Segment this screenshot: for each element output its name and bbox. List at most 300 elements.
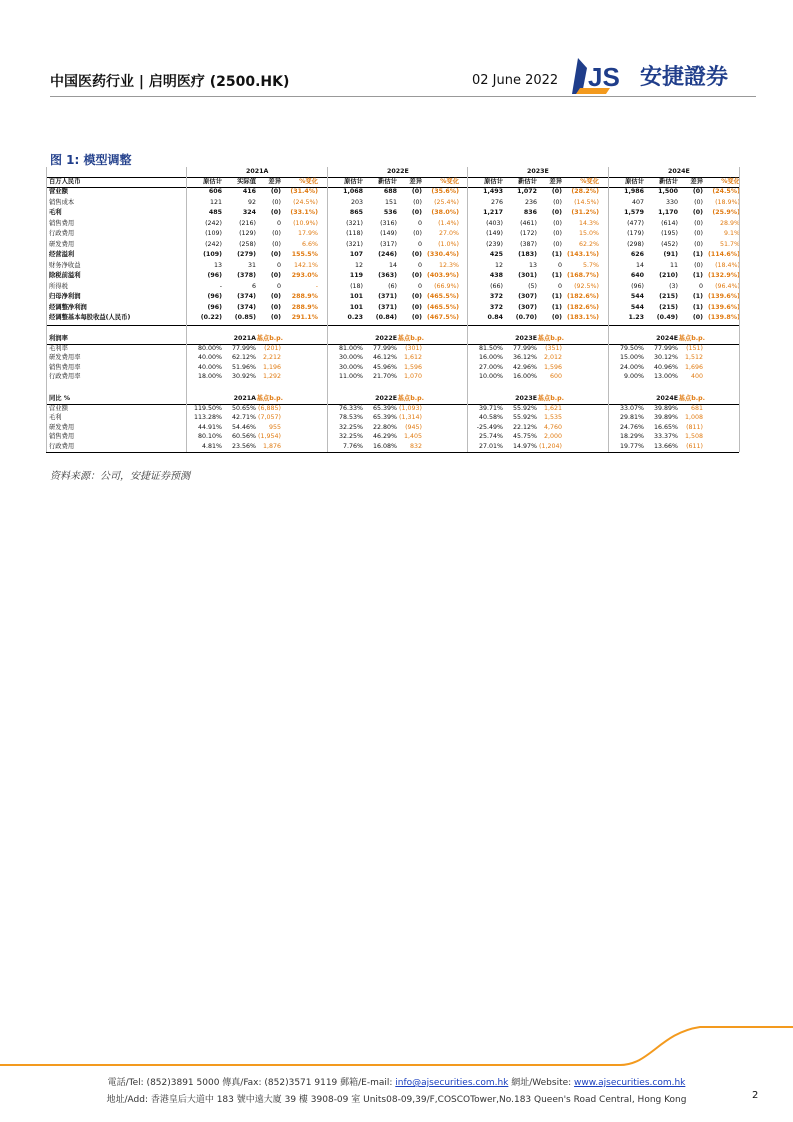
- cell-value: (0): [411, 272, 422, 279]
- cell-value: 6: [251, 282, 256, 290]
- cell-value: (28.2%): [571, 188, 599, 195]
- cell-value: 30.12%: [653, 354, 678, 361]
- cell-value: (1): [551, 293, 562, 300]
- cell-value: 107: [349, 251, 363, 258]
- cell-value: 288.9%: [291, 293, 318, 300]
- cell-value: (0): [411, 251, 422, 258]
- cell-value: (0): [272, 198, 281, 206]
- cell-value: 0: [276, 261, 281, 269]
- cell-value: 1,508: [684, 433, 703, 440]
- bp-header: 基点b.p.: [397, 394, 424, 402]
- cell-value: (1,314): [399, 414, 422, 421]
- cell-value: (139.6%): [708, 293, 740, 300]
- yoy-section-header: [46, 394, 739, 404]
- cell-value: 955: [268, 423, 281, 431]
- cell-value: (1): [692, 303, 703, 311]
- year-label: 2023E: [515, 394, 537, 402]
- cell-value: (210): [659, 272, 678, 279]
- cell-value: 28.9%: [719, 219, 740, 227]
- cell-value: 155.5%: [291, 251, 318, 258]
- cell-value: 236: [524, 198, 537, 206]
- cell-value: (0): [270, 293, 281, 300]
- cell-value: 92: [247, 198, 256, 206]
- cell-value: 1,493: [483, 188, 503, 195]
- cell-value: 1.23: [628, 314, 644, 321]
- cell-value: (31.4%): [290, 188, 318, 195]
- cell-value: 142.1%: [293, 261, 318, 269]
- table-row: [46, 219, 739, 229]
- column-header: 差异: [549, 178, 562, 185]
- column-header: 新估计: [659, 178, 678, 185]
- cell-value: 36.12%: [512, 354, 537, 361]
- cell-value: 9.1%: [724, 230, 740, 237]
- cell-value: 0: [698, 282, 703, 290]
- cell-value: (351): [545, 344, 562, 352]
- cell-value: (96.4%): [715, 282, 740, 290]
- cell-value: 1,170: [658, 209, 678, 216]
- cell-value: (1): [692, 293, 703, 300]
- cell-value: (461): [520, 219, 537, 227]
- cell-value: 51.7%: [719, 240, 740, 248]
- column-header: 新估计: [518, 178, 537, 185]
- cell-value: (321): [346, 240, 363, 248]
- block-separator: [739, 167, 740, 452]
- cell-value: 1,512: [684, 354, 703, 361]
- report-header-title: 中国医药行业 | 启明医疗 (2500.HK): [50, 74, 290, 90]
- section-label: 利润率: [49, 334, 68, 342]
- cell-value: 151: [384, 198, 397, 206]
- cell-value: (811): [686, 423, 703, 431]
- table-row: [46, 372, 739, 382]
- column-header: 原估计: [344, 178, 363, 185]
- column-header: %变化: [580, 178, 599, 185]
- cell-value: 80.00%: [197, 344, 222, 352]
- row-label: 研发费用: [49, 240, 75, 248]
- cell-value: 14: [635, 261, 644, 269]
- cell-value: 640: [630, 272, 644, 279]
- cell-value: 5.7%: [583, 261, 599, 269]
- cell-value: 425: [489, 251, 503, 258]
- cell-value: (1,093): [399, 404, 422, 412]
- cell-value: 62.12%: [231, 354, 256, 361]
- cell-value: (183): [518, 251, 537, 258]
- cell-value: 24.00%: [619, 363, 644, 371]
- bp-header: 基点b.p.: [256, 394, 283, 402]
- table-row: [46, 423, 739, 433]
- cell-value: 65.39%: [372, 414, 397, 421]
- cell-value: (374): [237, 293, 256, 300]
- cell-value: 203: [350, 198, 363, 206]
- cell-value: (403): [486, 219, 503, 227]
- cell-value: -25.49%: [476, 423, 503, 431]
- block-separator: [467, 167, 468, 452]
- cell-value: 39.89%: [653, 404, 678, 412]
- cell-value: (38.0%): [431, 209, 459, 216]
- cell-value: 77.99%: [512, 344, 537, 352]
- cell-value: (0.22): [200, 314, 222, 321]
- cell-value: (371): [378, 303, 397, 311]
- table-row: [46, 187, 739, 197]
- cell-value: (279): [237, 251, 256, 258]
- year-label: 2021A: [233, 334, 256, 342]
- cell-value: 1,596: [403, 363, 422, 371]
- cell-value: (96): [207, 303, 222, 311]
- cell-value: (0): [694, 261, 703, 269]
- cell-value: (0): [692, 314, 703, 321]
- cell-value: 113.28%: [193, 414, 222, 421]
- cell-value: 119.50%: [193, 404, 222, 412]
- cell-value: (1): [692, 251, 703, 258]
- cell-value: (109): [205, 230, 222, 237]
- column-header: 原估计: [203, 178, 222, 185]
- cell-value: (6,885): [258, 404, 281, 412]
- cell-value: (96): [207, 272, 222, 279]
- cell-value: (242): [205, 219, 222, 227]
- cell-value: 14.3%: [578, 219, 599, 227]
- cell-value: 1,612: [403, 354, 422, 361]
- table-row: [46, 313, 739, 323]
- cell-value: 1,986: [624, 188, 644, 195]
- cell-value: (307): [518, 293, 537, 300]
- cell-value: (0): [694, 219, 703, 227]
- unit-label: 百万人民币: [49, 178, 81, 185]
- cell-value: (0): [270, 251, 281, 258]
- year-label: 2021A: [246, 168, 269, 175]
- table-row: [46, 413, 739, 423]
- cell-value: 832: [409, 442, 422, 450]
- cell-value: (611): [686, 442, 703, 450]
- cell-value: (35.6%): [431, 188, 459, 195]
- footer-website-link[interactable]: www.ajsecurities.com.hk: [574, 1078, 686, 1088]
- cell-value: 40.00%: [197, 354, 222, 361]
- cell-value: (143.1%): [567, 251, 599, 258]
- cell-value: (0): [270, 303, 281, 311]
- cell-value: (96): [631, 282, 644, 290]
- cell-value: (0): [411, 209, 422, 216]
- row-label: 所得税: [49, 282, 68, 290]
- figure-title: 图 1: 模型调整: [50, 153, 132, 167]
- cell-value: (66): [490, 282, 503, 290]
- cell-value: 40.96%: [653, 363, 678, 371]
- cell-value: 18.00%: [197, 373, 222, 380]
- cell-value: 44.91%: [197, 423, 222, 431]
- cell-value: (0.70): [515, 314, 537, 321]
- cell-value: 0: [276, 219, 281, 227]
- cell-value: 16.00%: [478, 354, 503, 361]
- cell-value: 27.0%: [438, 230, 459, 237]
- cell-value: 77.99%: [653, 344, 678, 352]
- table-row: [46, 198, 739, 208]
- cell-value: 18.29%: [619, 433, 644, 440]
- cell-value: 1,072: [517, 188, 537, 195]
- cell-value: 16.00%: [512, 373, 537, 380]
- cell-value: 40.58%: [478, 414, 503, 421]
- year-label: 2023E: [527, 168, 549, 175]
- cell-value: 688: [383, 188, 397, 195]
- column-header: 差异: [409, 178, 422, 185]
- block-separator: [46, 167, 47, 452]
- cell-value: 2,012: [543, 354, 562, 361]
- cell-value: 12.3%: [438, 261, 459, 269]
- cell-value: (465.5%): [427, 303, 459, 311]
- table-row: [46, 303, 739, 313]
- cell-value: (139.8%): [708, 314, 740, 321]
- cell-value: (149): [380, 230, 397, 237]
- year-label: 2022E: [387, 168, 409, 175]
- block-separator: [186, 167, 187, 452]
- cell-value: (0): [694, 198, 703, 206]
- table-row: [46, 353, 739, 363]
- row-label: 销售成本: [49, 198, 75, 206]
- cell-value: (0): [413, 198, 422, 206]
- cell-value: 0: [557, 261, 562, 269]
- cell-value: 55.92%: [512, 414, 537, 421]
- cell-value: 16.08%: [372, 442, 397, 450]
- cell-value: 1,500: [658, 188, 678, 195]
- table-row: [46, 363, 739, 373]
- cell-value: 29.81%: [619, 414, 644, 421]
- cell-value: 17.9%: [297, 230, 318, 237]
- cell-value: (0): [272, 240, 281, 248]
- cell-value: 46.12%: [372, 354, 397, 361]
- header-rule: [50, 96, 756, 97]
- cell-value: (183.1%): [567, 314, 599, 321]
- cell-value: 33.37%: [653, 433, 678, 440]
- cell-value: (91): [663, 251, 678, 258]
- cell-value: 7.76%: [342, 442, 363, 450]
- cell-value: (0): [692, 209, 703, 216]
- footer-contact: 電話/Tel: (852)3891 5000 傳真/Fax: (852)3571 9119 郵箱/E-mail: info@ajsecurities.com.hk 網址/Website: www.ajsecurities.com.hk: [107, 1078, 686, 1088]
- cell-value: 45.75%: [512, 433, 537, 440]
- cell-value: 23.56%: [231, 442, 256, 450]
- row-label: 销售费用: [49, 433, 75, 440]
- cell-value: (118): [346, 230, 363, 237]
- row-label: 营业额: [49, 404, 68, 412]
- footer-swoosh: [0, 1015, 793, 1070]
- cell-value: (363): [378, 272, 397, 279]
- cell-value: 606: [208, 188, 222, 195]
- cell-value: 1,876: [262, 442, 281, 450]
- cell-value: (0): [694, 240, 703, 248]
- row-label: 行政费用率: [49, 373, 81, 380]
- cell-value: (301): [405, 344, 422, 352]
- table-row: [46, 344, 739, 354]
- cell-value: (179): [627, 230, 644, 237]
- cell-value: 50.65%: [231, 404, 256, 412]
- cell-value: 78.53%: [338, 414, 363, 421]
- column-header: 实际值: [237, 178, 256, 185]
- cell-value: (0): [553, 240, 562, 248]
- cell-value: (1.0%): [438, 240, 459, 248]
- cell-value: 40.00%: [197, 363, 222, 371]
- cell-value: 1,196: [262, 363, 281, 371]
- cell-value: (215): [659, 293, 678, 300]
- cell-value: 16.65%: [653, 423, 678, 431]
- cell-value: (195): [661, 230, 678, 237]
- margin-section-header: [46, 334, 739, 344]
- cell-value: (298): [627, 240, 644, 248]
- cell-value: 13: [528, 261, 537, 269]
- cell-value: 39.89%: [653, 414, 678, 421]
- ajs-logo: [570, 56, 760, 96]
- svg-text:JS: JS: [588, 62, 620, 92]
- cell-value: (321): [346, 219, 363, 227]
- cell-value: 101: [349, 293, 363, 300]
- cell-value: (132.9%): [708, 272, 740, 279]
- section-rule: [46, 325, 739, 326]
- column-header-row: [46, 177, 739, 187]
- cell-value: 372: [489, 293, 503, 300]
- footer-email-link[interactable]: info@ajsecurities.com.hk: [395, 1078, 509, 1088]
- cell-value: (465.5%): [427, 293, 459, 300]
- cell-value: 65.39%: [372, 404, 397, 412]
- cell-value: 15.0%: [578, 230, 599, 237]
- cell-value: 400: [690, 373, 703, 380]
- cell-value: (7,057): [258, 414, 281, 421]
- cell-value: 485: [208, 209, 222, 216]
- table-row: [46, 261, 739, 271]
- cell-value: (330.4%): [427, 251, 459, 258]
- cell-value: 30.92%: [231, 373, 256, 380]
- cell-value: 1,217: [483, 209, 503, 216]
- cell-value: (0): [553, 230, 562, 237]
- column-header: 新估计: [378, 178, 397, 185]
- cell-value: 76.33%: [338, 404, 363, 412]
- cell-value: 14.97%: [512, 442, 537, 450]
- cell-value: 42.96%: [512, 363, 537, 371]
- cell-value: 0.23: [347, 314, 363, 321]
- bp-header: 基点b.p.: [678, 334, 705, 342]
- table-row: [46, 271, 739, 281]
- cell-value: (1.4%): [438, 219, 459, 227]
- cell-value: 13: [213, 261, 222, 269]
- cell-value: 32.25%: [338, 423, 363, 431]
- cell-value: 30.00%: [338, 354, 363, 361]
- cell-value: (14.5%): [574, 198, 599, 206]
- cell-value: 0: [557, 282, 562, 290]
- cell-value: (403.9%): [427, 272, 459, 279]
- source-note: 资料来源：公司，安捷证券预测: [50, 471, 190, 482]
- table-row: [46, 442, 739, 452]
- cell-value: (18.4%): [715, 261, 740, 269]
- cell-value: (1): [692, 272, 703, 279]
- cell-value: 1,596: [543, 363, 562, 371]
- column-header: %变化: [440, 178, 459, 185]
- cell-value: (0): [272, 230, 281, 237]
- page-number: 2: [752, 1090, 759, 1101]
- cell-value: -: [315, 282, 318, 290]
- cell-value: 1,535: [543, 414, 562, 421]
- cell-value: 0: [417, 282, 422, 290]
- cell-value: 77.99%: [231, 344, 256, 352]
- table-row: [46, 432, 739, 442]
- cell-value: 865: [349, 209, 363, 216]
- cell-value: 626: [630, 251, 644, 258]
- cell-value: (0.49): [656, 314, 678, 321]
- cell-value: 1,008: [684, 414, 703, 421]
- cell-value: 836: [523, 209, 537, 216]
- cell-value: 13.66%: [653, 442, 678, 450]
- cell-value: 32.25%: [338, 433, 363, 440]
- cell-value: 39.71%: [478, 404, 503, 412]
- cell-value: 1,068: [343, 188, 363, 195]
- cell-value: 80.10%: [197, 433, 222, 440]
- cell-value: (239): [486, 240, 503, 248]
- cell-value: 22.80%: [372, 423, 397, 431]
- cell-value: 46.29%: [372, 433, 397, 440]
- cell-value: 1,579: [624, 209, 644, 216]
- cell-value: (31.2%): [571, 209, 599, 216]
- cell-value: 33.07%: [619, 404, 644, 412]
- year-label: 2022E: [375, 394, 397, 402]
- table-bottom-rule: [46, 452, 739, 453]
- cell-value: 30.00%: [338, 363, 363, 371]
- cell-value: 1,070: [403, 373, 422, 380]
- cell-value: 330: [665, 198, 678, 206]
- cell-value: 10.00%: [478, 373, 503, 380]
- cell-value: 81.00%: [338, 344, 363, 352]
- row-label: 除税前溢利: [49, 272, 81, 279]
- cell-value: (0): [553, 219, 562, 227]
- cell-value: 372: [489, 303, 503, 311]
- column-header: %变化: [299, 178, 318, 185]
- cell-value: (945): [405, 423, 422, 431]
- cell-value: (307): [518, 303, 537, 311]
- cell-value: 12: [494, 261, 503, 269]
- cell-value: (0): [411, 293, 422, 300]
- cell-value: (316): [380, 219, 397, 227]
- cell-value: 31: [247, 261, 256, 269]
- cell-value: 19.77%: [619, 442, 644, 450]
- cell-value: (25.9%): [712, 209, 740, 216]
- cell-value: (168.7%): [567, 272, 599, 279]
- cell-value: (477): [627, 219, 644, 227]
- block-separator: [608, 167, 609, 452]
- cell-value: 291.1%: [291, 314, 318, 321]
- row-label: 经调整基本每股收益(人民币): [49, 314, 131, 321]
- cell-value: 21.70%: [372, 373, 397, 380]
- cell-value: (0): [551, 209, 562, 216]
- cell-value: 13.00%: [653, 373, 678, 380]
- cell-value: 9.00%: [623, 373, 644, 380]
- year-label: 2024E: [668, 168, 690, 175]
- cell-value: 0: [417, 261, 422, 269]
- row-label: 毛利: [49, 209, 62, 216]
- cell-value: 11: [669, 261, 678, 269]
- cell-value: (10.9%): [293, 219, 318, 227]
- cell-value: 11.00%: [338, 373, 363, 380]
- cell-value: (0): [411, 314, 422, 321]
- cell-value: (246): [378, 251, 397, 258]
- cell-value: (5): [528, 282, 537, 290]
- bp-header: 基点b.p.: [678, 394, 705, 402]
- cell-value: 15.00%: [619, 354, 644, 361]
- cell-value: 121: [209, 198, 222, 206]
- column-header: 原估计: [625, 178, 644, 185]
- cell-value: 77.99%: [372, 344, 397, 352]
- cell-value: 45.96%: [372, 363, 397, 371]
- cell-value: (33.1%): [290, 209, 318, 216]
- cell-value: 1,292: [262, 373, 281, 380]
- table-row: [46, 229, 739, 239]
- cell-value: 62.2%: [578, 240, 599, 248]
- cell-value: (215): [659, 303, 678, 311]
- cell-value: 438: [489, 272, 503, 279]
- row-label: 经营溢利: [49, 251, 75, 258]
- row-label: 销售费用率: [49, 363, 81, 371]
- cell-value: (0): [692, 188, 703, 195]
- cell-value: 0.84: [487, 314, 503, 321]
